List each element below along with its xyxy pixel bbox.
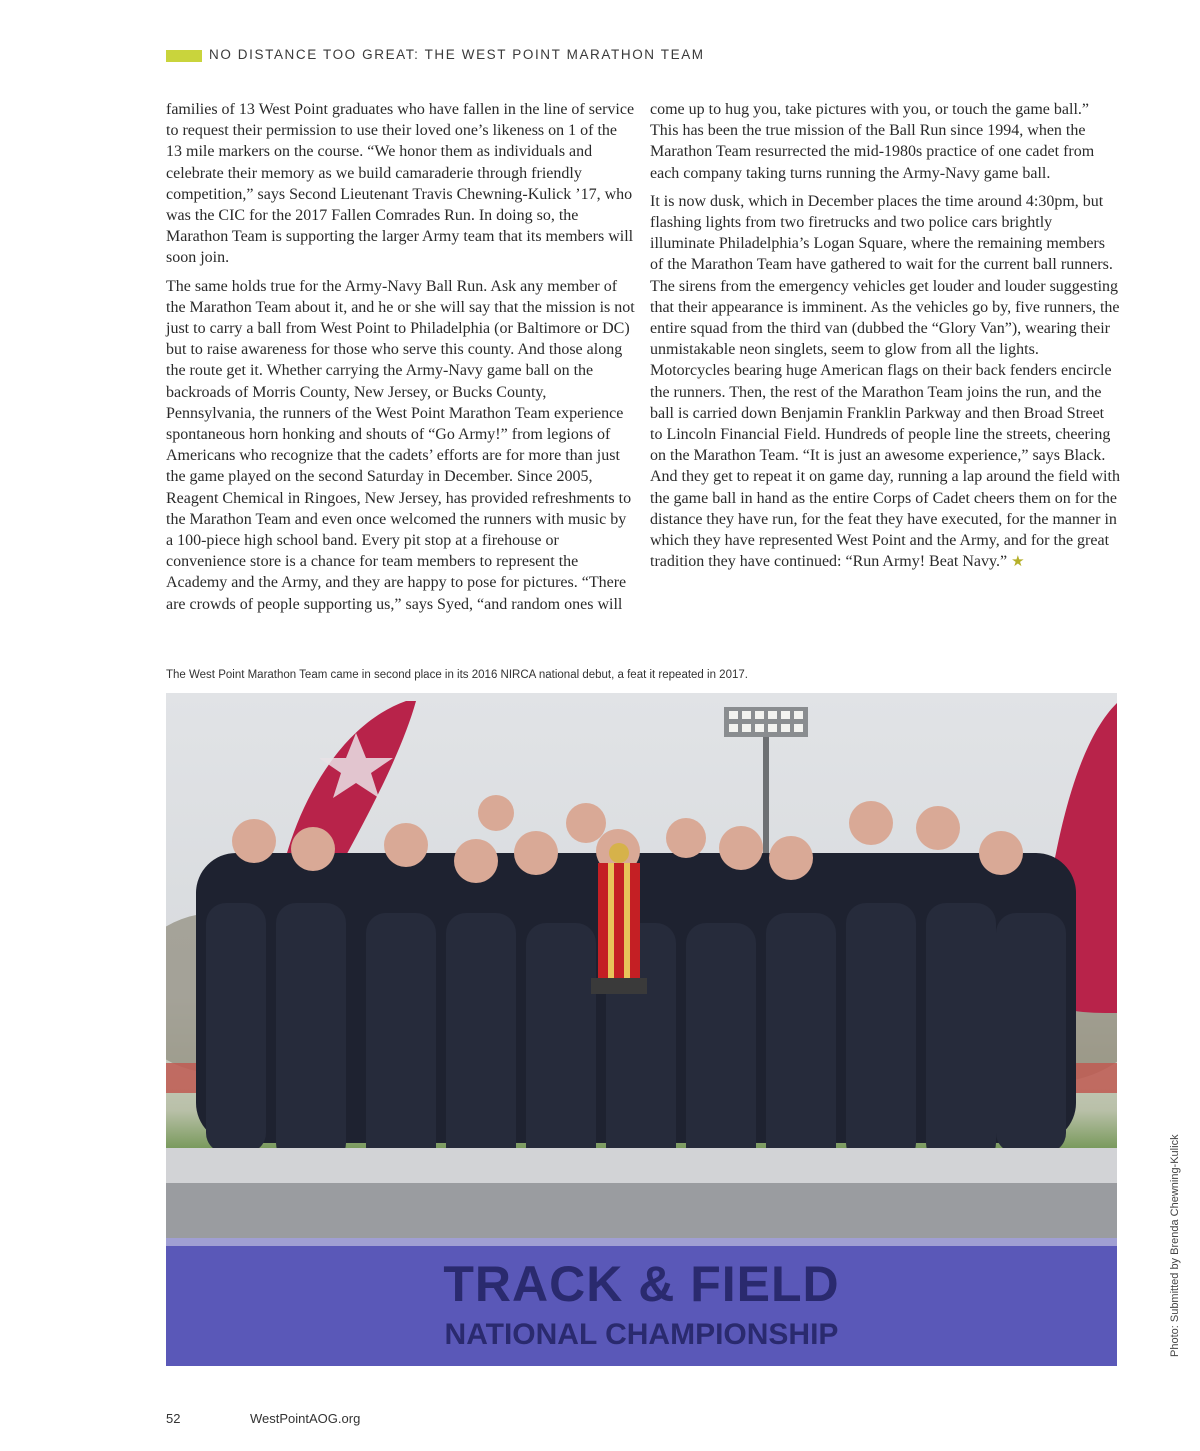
paragraph: families of 13 West Point graduates who have fallen in the line of service to request their permission to use their loved one’s likeness on 1 of the 13 mile markers on the course. “We honor them as individuals and celebrate their memory as we build camaraderie through friendly competition,” says Second Lieutenant Travis Chewning-Kulick ’17, who was the CIC for the 2017 Fallen Comrades Run. In doing so, the Marathon Team is supporting the larger Army team that its members will soon join. [166, 101, 635, 267]
banner-title: TRACK & FIELD [443, 1256, 840, 1312]
star-icon: ★ [1011, 554, 1025, 571]
paragraph: The same holds true for the Army-Navy Ball Run. Ask any member of the Marathon Team about it, and he or she will say that the mission is not just to carry a ball from West Point to Philadelphia (or Baltimore or DC) but to raise awareness for those who serve this county. And those along the route get it. Whether carrying the Army-Navy game ball on the backroads of Morris County, New Jersey, or Bucks County, Pennsylvania, the runners of the West Point Marathon Team experience spontaneous horn honking and shouts of “Go Army!” from legions of Americans who recognize that the cadets’ efforts are for more than just the game played on the second Saturday in December. Since 2005, Reagent Chemical in Ringoes, New Jersey, has provided refreshments to the Marathon Team and even once welcomed the runners with music by a 100-piece high school band. Every pit stop at a firehouse or convenience store is a chance for team members to represent the Academy and the Army, and they are happy to pose for pictures. “There are crowds of people supporting us,” says Syed, “and random ones will [166, 277, 635, 613]
paragraph: come up to hug you, take pictures with you, or touch the game ball.” This has been the true mission of the Ball Run since 1994, when the Marathon Team resurrected the mid-1980s practice of one cadet from each company taking turns running the Army-Navy game ball. [650, 101, 1095, 182]
page-number: 52 [166, 1411, 181, 1426]
running-header: NO DISTANCE TOO GREAT: THE WEST POINT MARATHON TEAM [209, 47, 705, 62]
photo-caption: The West Point Marathon Team came in second place in its 2016 NIRCA national debut, a feat it repeated in 2017. [166, 669, 748, 681]
banner-subtitle: NATIONAL CHAMPIONSHIP [444, 1318, 839, 1351]
header-accent-bar [166, 50, 202, 62]
site-url: WestPointAOG.org [250, 1411, 361, 1426]
paragraph-last [650, 191, 1120, 574]
photo-credit: Photo: Submitted by Brenda Chewning-Kulick [1169, 1134, 1181, 1357]
team-photo [166, 693, 1117, 1366]
article-column-right [650, 99, 1120, 580]
paragraph-text: It is now dusk, which in December places the time around 4:30pm, but flashing lights from two firetrucks and two police cars brightly illuminate Philadelphia’s Logan Square, where the remaining members of the Marathon Team have gathered to wait for the current ball runners. The sirens from the emergency vehicles get louder and louder suggesting that their appearance is imminent. As the vehicles go by, five runners, the entire squad from the third van (dubbed the “Glory Van”), wearing their unmistakable neon singlets, seem to glow from all the lights. Motorcycles bearing huge American flags on their back fenders encircle the runners. Then, the rest of the Marathon Team joins the run, and the ball is carried down Benjamin Franklin Parkway and then Broad Street to Lincoln Financial Field. Hundreds of people line the streets, cheering on the Marathon Team. “It is just an awesome experience,” says Black. And they get to repeat it on game day, running a lap around the field with the game ball in hand as the entire Corps of Cadet cheers them on for the distance they have run, for the feat they have executed, for the manner in which they have represented West Point and the Army, and for the great tradition they have continued: “Run Army! Beat Navy.” [650, 192, 1120, 571]
article-column-left [166, 99, 636, 622]
